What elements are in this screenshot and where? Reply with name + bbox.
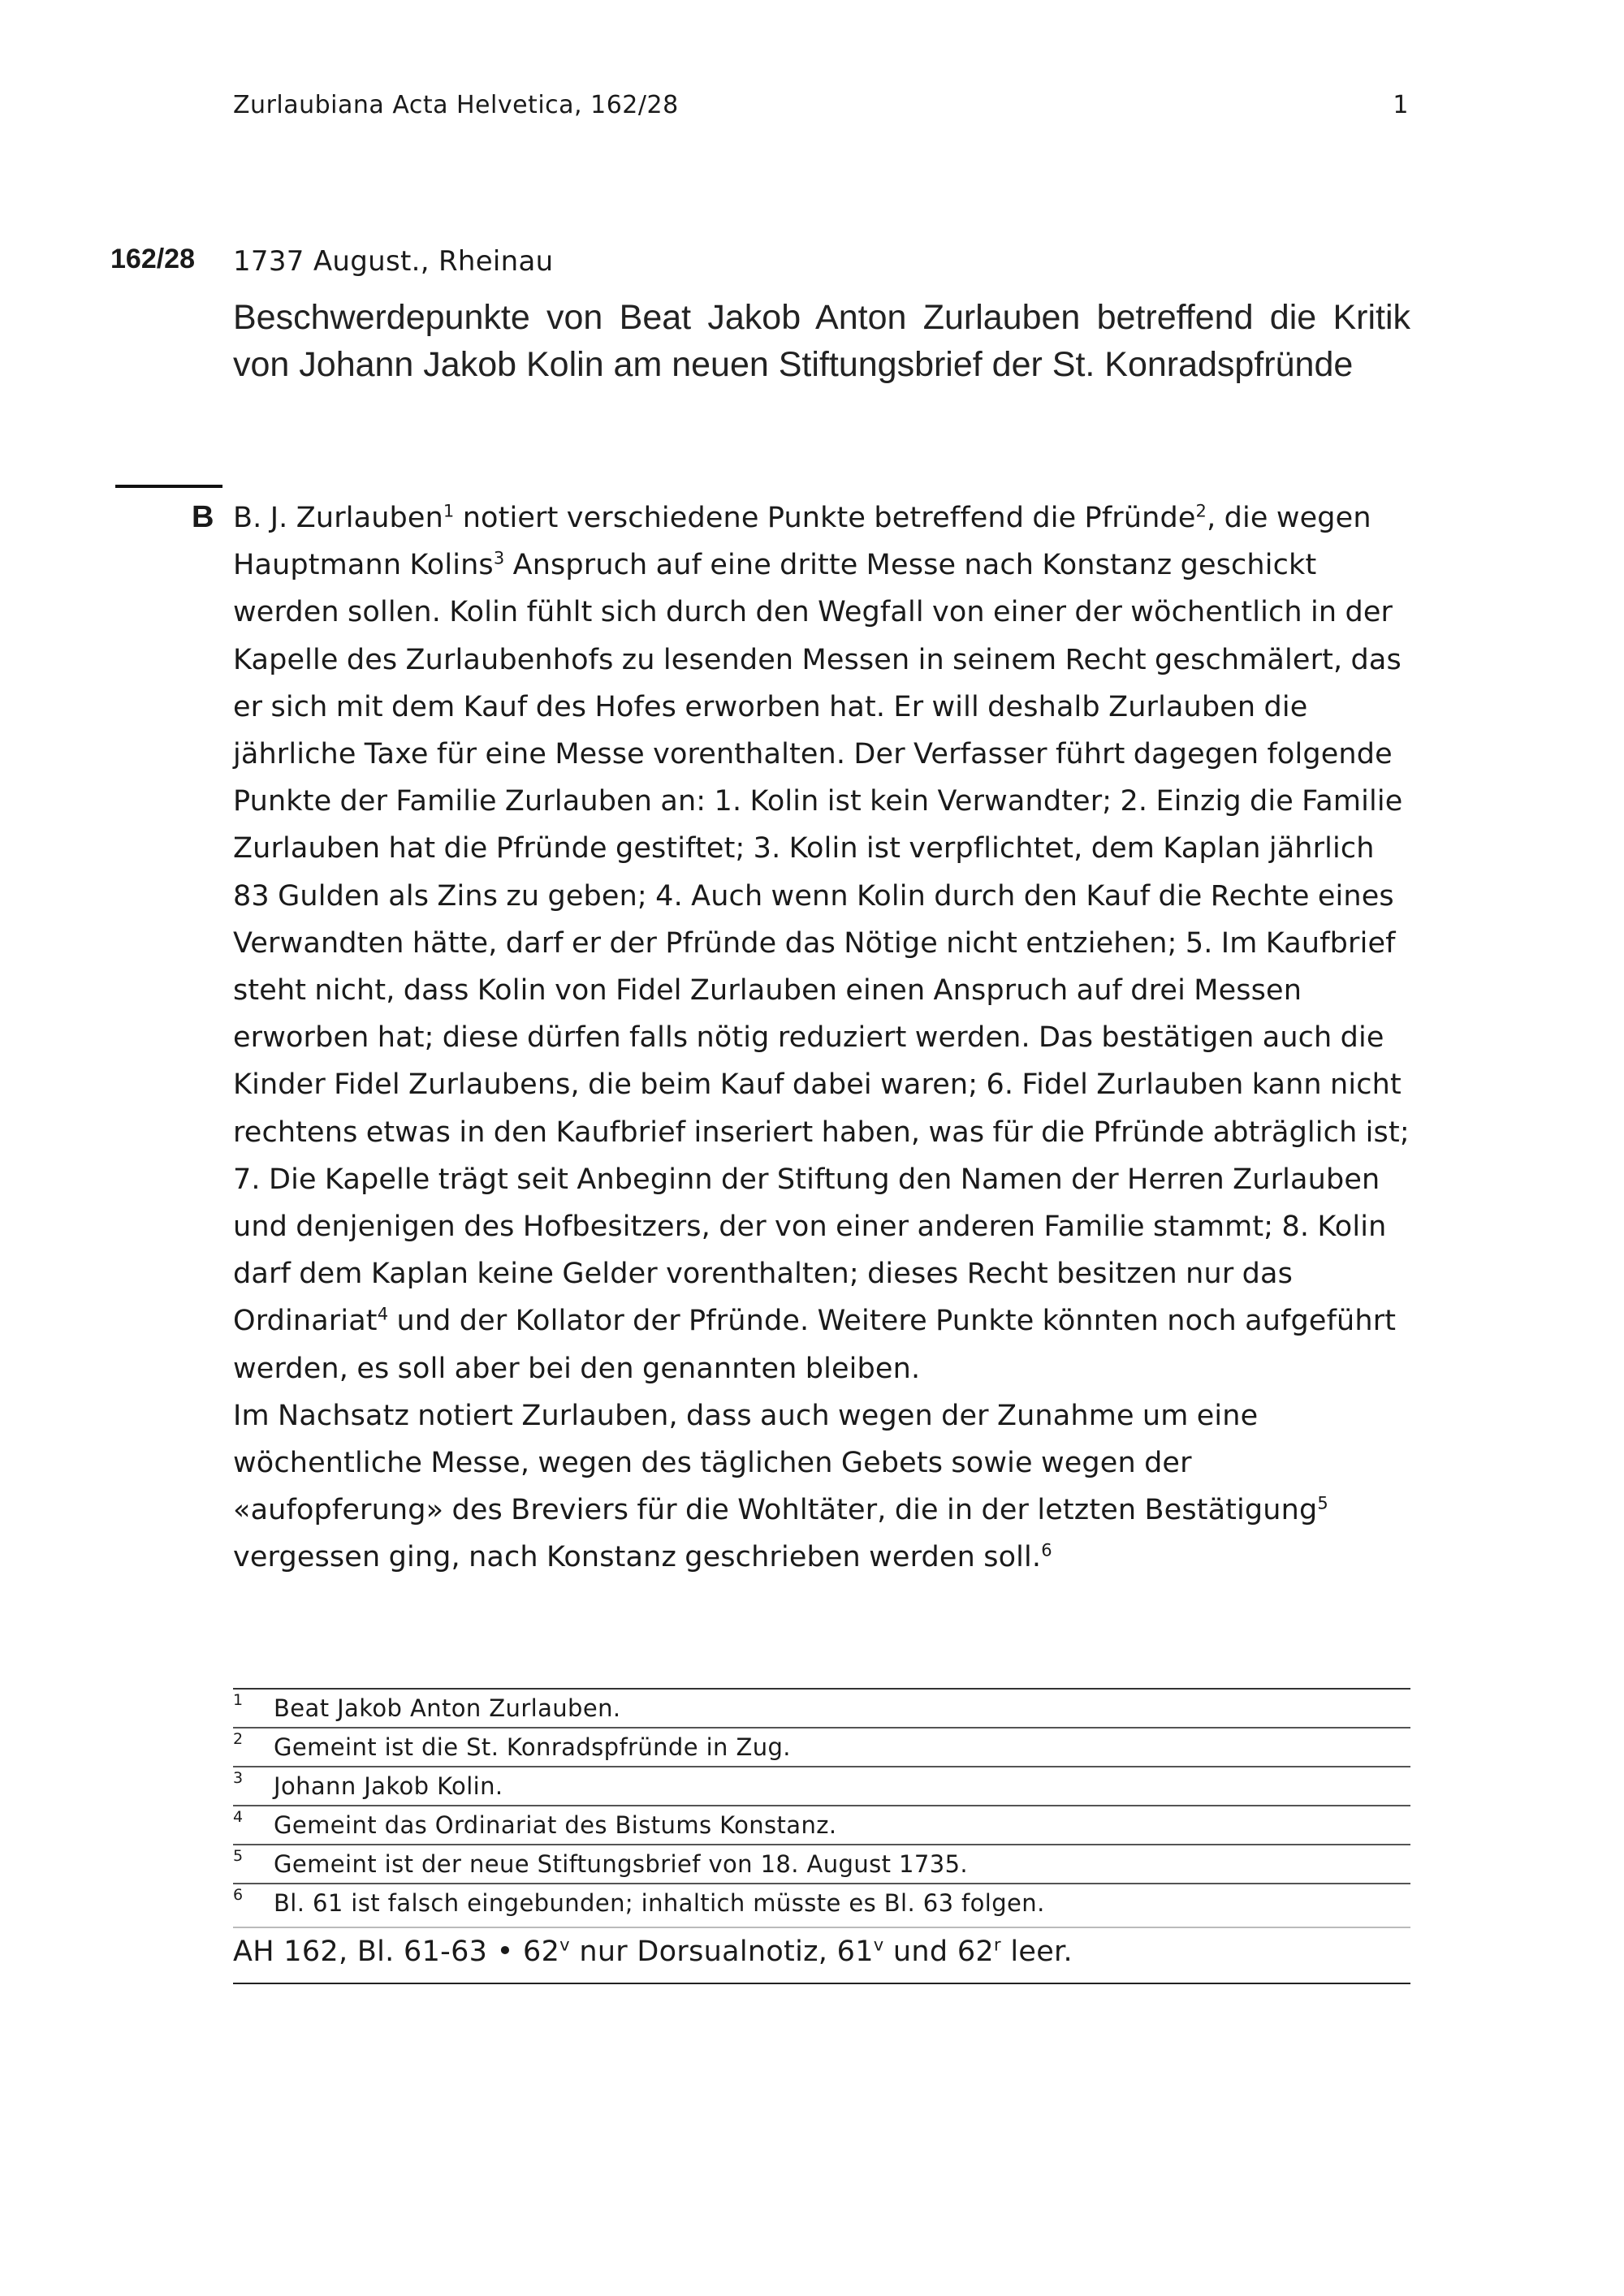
document-number — [110, 244, 195, 275]
footnote-item — [233, 1884, 1410, 1928]
source-text: leer. — [1000, 1936, 1073, 1968]
footnote-ref-6[interactable]: 6 — [1041, 1540, 1052, 1560]
summary-text-run: und der Kollator der Pfründe. Weitere Punkte könnten noch aufgeführt werden, es soll aber bei den genannten bleiben. — [233, 1305, 1397, 1385]
summary-text-run: B. J. Zurlauben — [233, 502, 443, 534]
summary-text — [233, 494, 1410, 1582]
footnote-text: Gemeint das Ordinariat des Bistums Konstanz. — [274, 1811, 837, 1839]
summary-text-run: notiert verschiedene Punkte betreffend die Pfründe — [454, 502, 1196, 534]
document-title: Beschwerdepunkte von Beat Jakob Anton Zurlauben betreffend die Kritik von Johann Jakob Kolin am neuen Stiftungsbrief der St. Konradspfründe — [233, 298, 1410, 384]
footnote-text: Gemeint ist der neue Stiftungsbrief von 18. August 1735. — [274, 1850, 969, 1878]
footnote-ref-4[interactable]: 4 — [377, 1304, 389, 1324]
footnote-item — [233, 1728, 1410, 1767]
summary-text-run: Anspruch auf eine dritte Messe nach Konstanz geschickt werden sollen. Kolin fühlt sich durch den Wegfall von einer der wöchentlich in der Kapelle des Zurlaubenhofs zu lesenden Messen in seinem Recht geschmälert, das er sich mit dem Kauf des Hofes erworben hat. Er will deshalb Zurlauben die jährliche Taxe für eine Messe vorenthalten. Der Verfasser führt dagegen folgende Punkte der Familie Zurlauben an: 1. Kolin ist kein Verwandter; 2. Einzig die Familie Zurlauben hat die Pfründe gestiftet; 3. Kolin ist verpflichtet, dem Kaplan jährlich 83 Gulden als Zins zu geben; 4. Auch wenn Kolin durch den Kauf die Rechte eines Verwandten hätte, darf er der Pfründe das Nötige nicht entziehen; 5. Im Kaufbrief steht nicht, dass Kolin von Fidel Zurlauben einen Anspruch auf drei Messen erworben hat; diese dürfen falls nötig reduziert werden. Das bestätigen auch die Kinder Fidel Zurlaubens, die beim Kauf dabei waren; 6. Fidel Zurlauben kann nicht rechtens etwas in den Kaufbrief inseriert haben, was für die Pfründe abträglich ist; 7. Die Kapelle trägt seit Anbeginn der Stiftung den Namen der Herren Zurlauben und denjenigen des Hofbesitzers, der von einer anderen Familie stammt; 8. Kolin darf dem Kaplan keine Gelder vorenthalten; dieses Recht besitzen nur das Ordinariat — [233, 549, 1410, 1338]
footnote-number: 1 — [233, 1691, 244, 1709]
footnote-ref-1[interactable]: 1 — [443, 501, 455, 521]
source-text: nur Dorsualnotiz, 61 — [569, 1936, 874, 1968]
footnote-item — [233, 1845, 1410, 1884]
footnote-item — [233, 1806, 1410, 1845]
footnote-text: Bl. 61 ist falsch eingebunden; inhaltich müsste es Bl. 63 folgen. — [274, 1889, 1045, 1917]
page-number: 1 — [1393, 91, 1409, 119]
footnote-number: 5 — [233, 1847, 244, 1865]
document-number-bold: 162 — [110, 244, 157, 274]
footnote-number: 3 — [233, 1769, 244, 1787]
footnote-text: Johann Jakob Kolin. — [274, 1772, 503, 1800]
section-letter: B — [192, 500, 214, 534]
footnote-number: 4 — [233, 1808, 244, 1826]
footnote-text: Beat Jakob Anton Zurlauben. — [274, 1694, 621, 1722]
source-reference — [233, 1936, 1410, 1984]
footnote-ref-5[interactable]: 5 — [1317, 1493, 1328, 1513]
footnote-number: 6 — [233, 1886, 244, 1904]
footnote-ref-2[interactable]: 2 — [1195, 501, 1207, 521]
running-title: Zurlaubiana Acta Helvetica, 162/28 — [233, 91, 679, 119]
footnote-text: Gemeint ist die St. Konradspfründe in Zug. — [274, 1733, 791, 1761]
summary-paragraph-2 — [233, 1392, 1410, 1582]
source-text: AH 162, Bl. 61-63 • 62 — [233, 1936, 560, 1968]
source-text: und 62 — [883, 1936, 994, 1968]
footnote-ref-3[interactable]: 3 — [493, 548, 505, 568]
summary-text-run: Im Nachsatz notiert Zurlauben, dass auch wegen der Zunahme um eine wöchentliche Messe, wegen des täglichen Gebets sowie wegen der «aufopferung» des Breviers für die Wohltäter, die in der letzten Bestätigung — [233, 1399, 1318, 1527]
summary-text-run: vergessen ging, nach Konstanz geschrieben werden soll. — [233, 1541, 1042, 1574]
summary-paragraph-1 — [233, 494, 1410, 1392]
source-sup: v — [559, 1935, 570, 1955]
source-sup: r — [993, 1935, 1001, 1955]
source-sup: v — [873, 1935, 884, 1955]
footnotes — [233, 1688, 1410, 1928]
summary-text-run: , die wegen Hauptmann Kolins — [233, 502, 1371, 582]
section-marker-rule — [115, 485, 222, 488]
date-place: 1737 August., Rheinau — [233, 245, 554, 278]
document-number-suffix: /28 — [156, 244, 195, 274]
footnote-number: 2 — [233, 1730, 244, 1748]
running-head — [233, 91, 1409, 119]
footnote-item — [233, 1690, 1410, 1728]
footnote-item — [233, 1767, 1410, 1806]
